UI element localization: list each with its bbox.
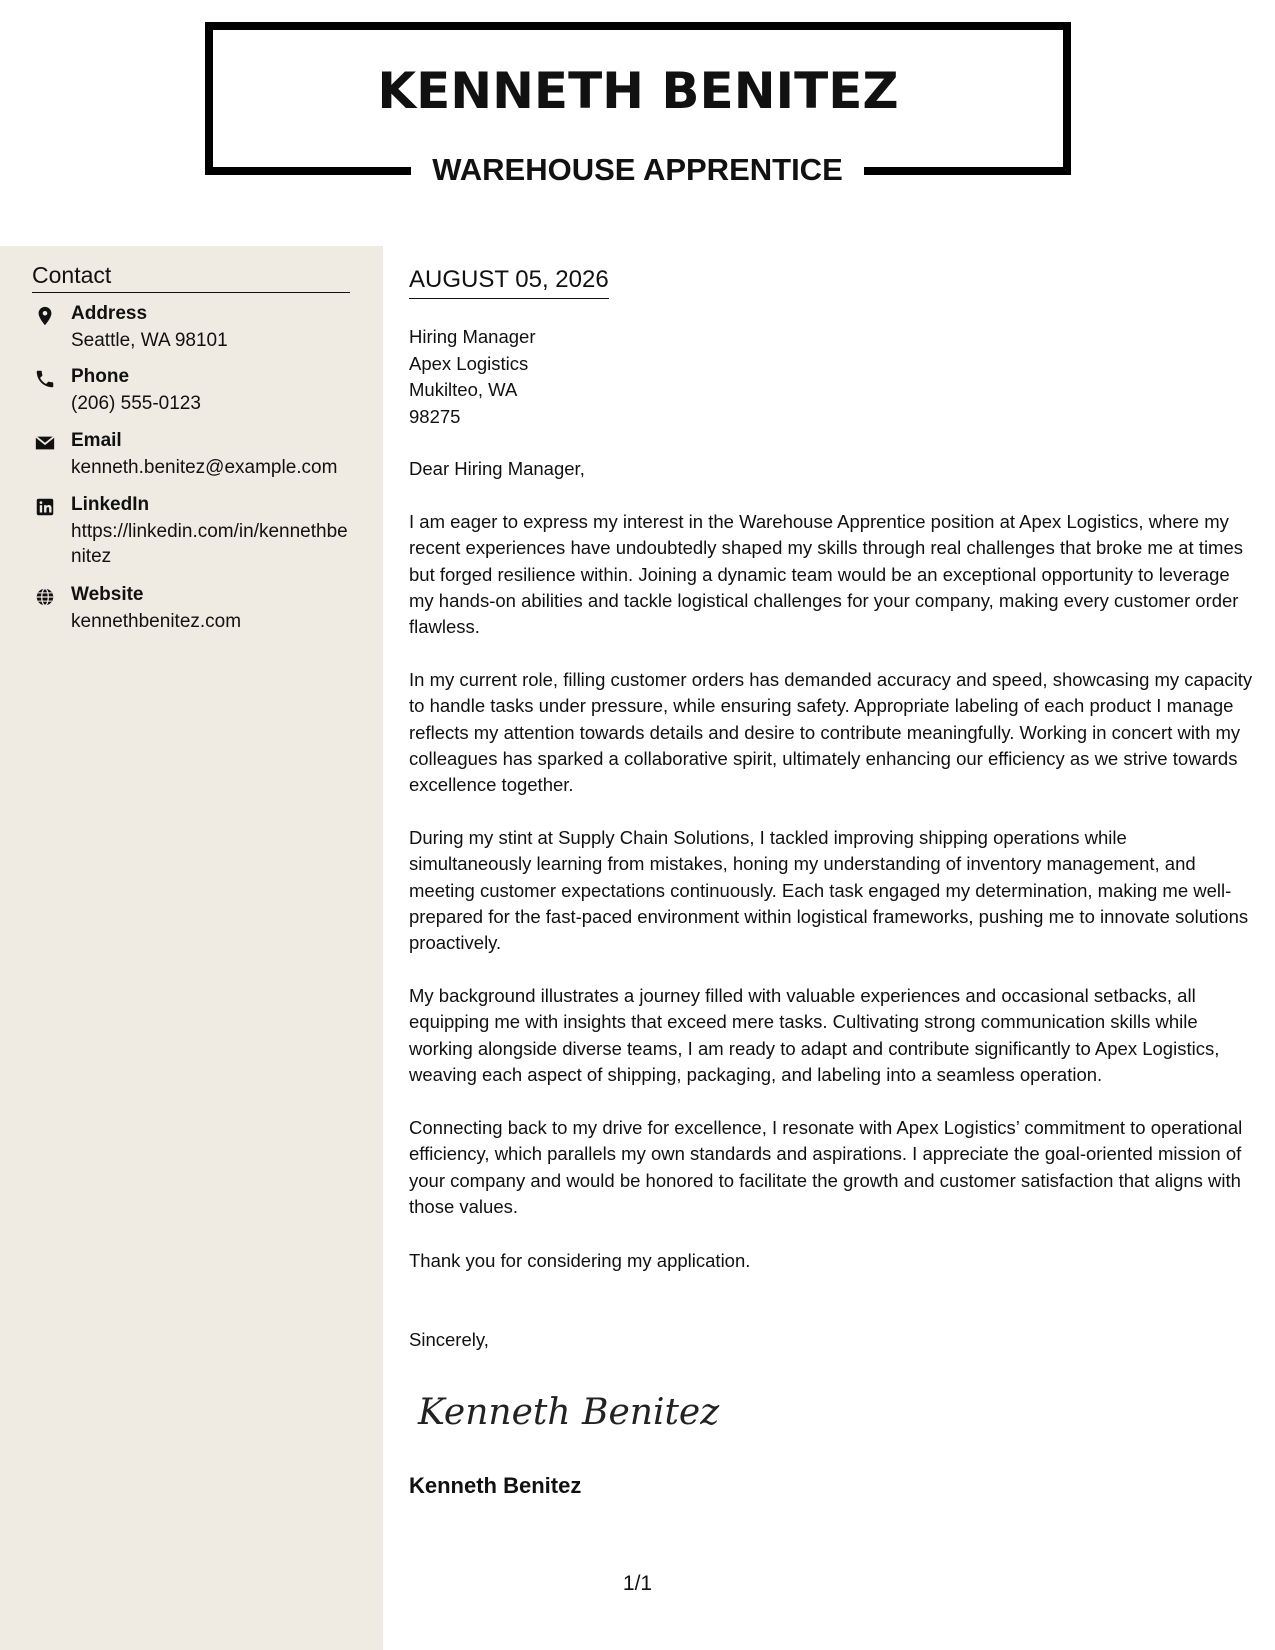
header-frame-rule-left (205, 167, 411, 175)
phone-icon (34, 368, 56, 390)
website-label: Website (71, 584, 144, 605)
email-label: Email (71, 430, 122, 451)
applicant-name: KENNETH BENITEZ (377, 62, 899, 120)
job-title: WAREHOUSE APPRENTICE (432, 152, 843, 187)
paragraph-3: During my stint at Supply Chain Solutions, I tackled improving shipping operations while simultaneously learning from mistakes, honing my understanding of inventory management, and meeting customer expectations continuously. Each task engaged my determination, making me well-prepared for the fast-paced environment within logistical frameworks, pushing me to innovate solutions proactively. (409, 827, 1249, 954)
handwritten-signature (414, 1380, 720, 1442)
globe-icon (34, 586, 56, 608)
email-value[interactable]: kenneth.benitez@example.com (71, 457, 338, 478)
linkedin-value[interactable]: https://linkedin.com/in/kennethbenitez (71, 521, 348, 567)
thanks-line: Thank you for considering my application. (409, 1250, 751, 1271)
closing: Sincerely, (409, 1329, 489, 1350)
linkedin-label: LinkedIn (71, 494, 150, 515)
paragraph-1: I am eager to express my interest in the Warehouse Apprentice position at Apex Logistics, where my recent experiences have undoubtedly shaped my skills through real challenges that broke me at times but forged resilience within. Joining a dynamic team would be an exceptional opportunity to leverage my hands-on abilities and tackle logistical challenges for your company, making every customer order flawless. (409, 511, 1243, 638)
phone-value: (206) 555-0123 (71, 393, 201, 414)
envelope-icon (34, 432, 56, 454)
recipient-line: Hiring Manager (409, 326, 536, 347)
recipient-line: Apex Logistics (409, 352, 529, 374)
recipient-block (409, 324, 535, 430)
salutation: Dear Hiring Manager, (409, 458, 585, 479)
paragraph-5: Connecting back to my drive for excellence, I resonate with Apex Logistics’ commitment to operational efficiency, which parallels my own standards and aspirations. I appreciate the goal-oriented mission of your company and would be honored to facilitate the growth and customer satisfaction that aligns with those values. (409, 1117, 1243, 1217)
address-label: Address (71, 303, 148, 324)
address-value: Seattle, WA 98101 (71, 330, 228, 351)
paragraph-4: My background illustrates a journey filled with valuable experiences and occasional setbacks, all equipping me with insights that exceed mere tasks. Cultivating strong communication skills while working alongside diverse teams, I am ready to adapt and contribute significantly to Apex Logistics, weaving each aspect of shipping, packaging, and labeling into a seamless operation. (409, 985, 1220, 1085)
header-frame-rule-right (864, 167, 1071, 175)
website-value[interactable]: kennethbenitez.com (71, 611, 242, 632)
recipient-line: 98275 (409, 405, 461, 427)
page-number: 1/1 (622, 1572, 653, 1595)
linkedin-icon (34, 496, 56, 518)
contact-heading: Contact (32, 262, 350, 293)
recipient-line: Mukilteo, WA (409, 379, 518, 400)
location-pin-icon (34, 305, 56, 327)
paragraph-2: In my current role, filling customer orders has demanded accuracy and speed, showcasing my capacity to handle tasks under pressure, while ensuring safety. Appropriate labeling of each product I manage reflects my attention towards details and desire to contribute meaningfully. Working in concert with my colleagues has sparked a collaborative spirit, ultimately enhancing our efficiency as we strive towards excellence together. (409, 669, 1253, 796)
signer-name: Kenneth Benitez (409, 1473, 582, 1498)
letter-date: AUGUST 05, 2026 (409, 266, 609, 299)
phone-label: Phone (71, 366, 130, 387)
signature-text: Kenneth Benitez (418, 1392, 720, 1433)
